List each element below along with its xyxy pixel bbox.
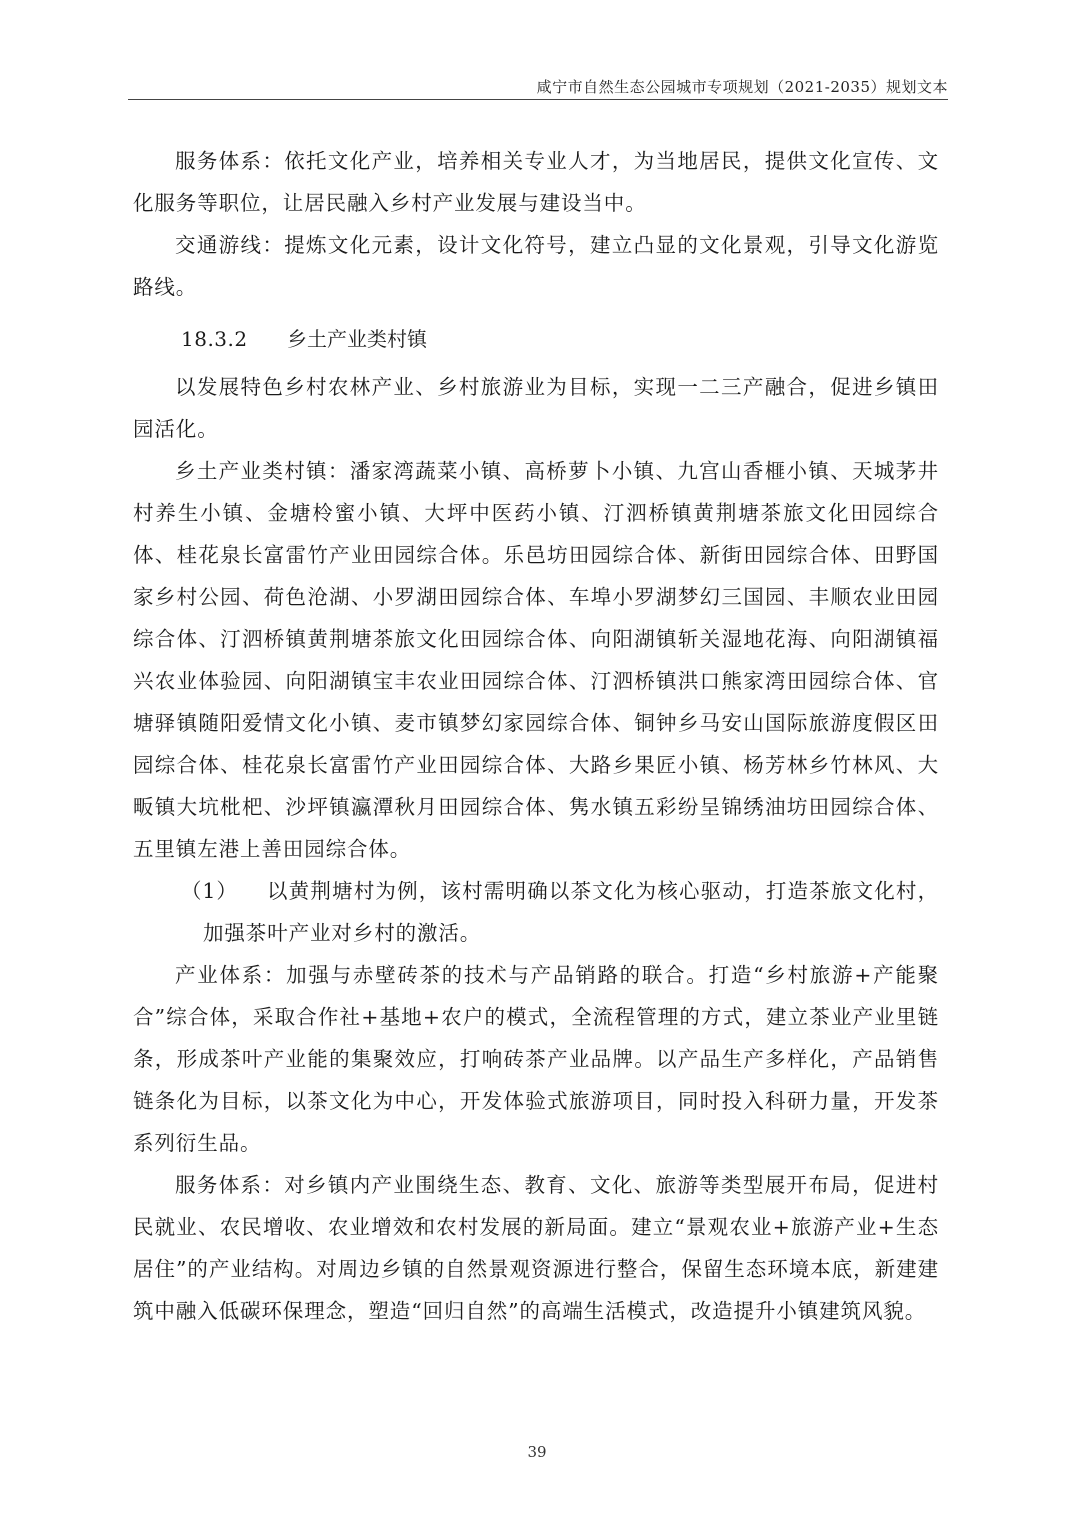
paragraph-industry-system: 产业体系：加强与赤壁砖茶的技术与产品销路的联合。打造“乡村旅游+产能聚合”综合体，采取合作社+基地+农户的模式，全流程管理的方式，建立茶业产业里链条，形成茶叶产业能的集聚效应，打响砖茶产业品牌。以产品生产多样化，产品销售链条化为目标，以茶文化为中心，开发体验式旅游项目，同时投入科研力量，开发茶系列衍生品。	[133, 963, 939, 1155]
paragraph-service-system-culture: 服务体系：依托文化产业，培养相关专业人才，为当地居民，提供文化宣传、文化服务等职位，让居民融入乡村产业发展与建设当中。	[133, 149, 939, 215]
page-body	[133, 140, 939, 1332]
page-header-title: 咸宁市自然生态公园城市专项规划（2021-2035）规划文本	[536, 78, 948, 96]
section-title: 乡土产业类村镇	[287, 327, 427, 351]
page-number: 39	[527, 1443, 547, 1461]
paragraph-transport-routes: 交通游线：提炼文化元素，设计文化符号，建立凸显的文化景观，引导文化游览路线。	[133, 233, 939, 299]
enumerated-marker: （1）	[181, 879, 238, 903]
paragraph-goal: 以发展特色乡村农林产业、乡村旅游业为目标，实现一二三产融合，促进乡镇田园活化。	[133, 375, 939, 441]
section-heading	[181, 318, 939, 360]
section-number: 18.3.2	[181, 327, 248, 351]
header-divider	[128, 99, 948, 100]
enumerated-item	[133, 870, 939, 954]
paragraph-service-system-town: 服务体系：对乡镇内产业围绕生态、教育、文化、旅游等类型展开布局，促进村民就业、农民增收、农业增效和农村发展的新局面。建立“景观农业+旅游产业+生态居住”的产业结构。对周边乡镇的自然景观资源进行整合，保留生态环境本底，新建建筑中融入低碳环保理念，塑造“回归自然”的高端生活模式，改造提升小镇建筑风貌。	[133, 1173, 939, 1323]
paragraph-village-list: 乡土产业类村镇：潘家湾蔬菜小镇、高桥萝卜小镇、九宫山香榧小镇、天城茅井村养生小镇、金塘柃蜜小镇、大坪中医药小镇、汀泗桥镇黄荆塘茶旅文化田园综合体、桂花泉长富雷竹产业田园综合体。乐邑坊田园综合体、新街田园综合体、田野国家乡村公园、荷色沧湖、小罗湖田园综合体、车埠小罗湖梦幻三国园、丰顺农业田园综合体、汀泗桥镇黄荆塘茶旅文化田园综合体、向阳湖镇斩关湿地花海、向阳湖镇福兴农业体验园、向阳湖镇宝丰农业田园综合体、汀泗桥镇洪口熊家湾田园综合体、官塘驿镇随阳爱情文化小镇、麦市镇梦幻家园综合体、铜钟乡马安山国际旅游度假区田园综合体、桂花泉长富雷竹产业田园综合体、大路乡果匠小镇、杨芳林乡竹林风、大畈镇大坑枇杷、沙坪镇瀛潭秋月田园综合体、隽水镇五彩纷呈锦绣油坊田园综合体、五里镇左港上善田园综合体。	[133, 459, 939, 861]
enumerated-text: 以黄荆塘村为例，该村需明确以茶文化为核心驱动，打造茶旅文化村，加强茶叶产业对乡村的激活。	[203, 879, 939, 945]
